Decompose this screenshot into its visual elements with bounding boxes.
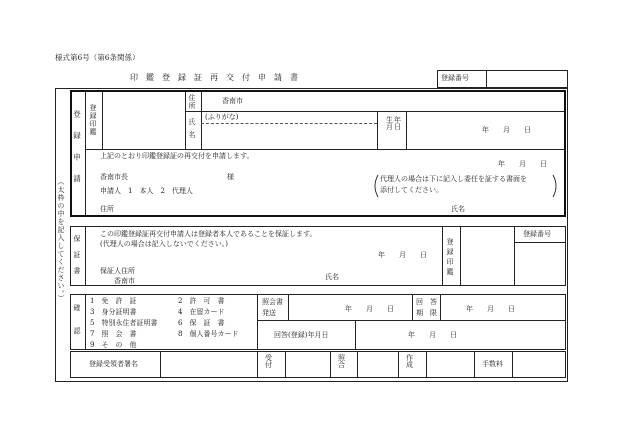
verify-item-6: 6 保 証 書: [178, 319, 225, 327]
application-statement: 上記のとおり印鑑登録証の再交付を申請します。: [100, 152, 254, 160]
reply-label-1: 回 答: [416, 298, 437, 306]
form-number: 様式第6号（第6条関係）: [55, 53, 140, 62]
inquiry-label-1: 照会書: [262, 298, 283, 306]
reg-number-label: 登録番号: [441, 74, 469, 82]
guarantor-name-label: 氏名: [325, 273, 339, 281]
proxy-note-left-bracket: [371, 174, 379, 198]
applicant-section-label: 登録申請: [72, 110, 82, 196]
address-label: 住所: [188, 94, 196, 110]
reception-label: 受付: [265, 354, 273, 369]
proxy-note-line1: 代理人の場合は下に記入し委任を証する書面を: [380, 175, 527, 183]
guarantor-address-label: 保証人住所: [100, 267, 135, 275]
verify-item-8: 8 個人番号カード: [178, 330, 239, 338]
guarantee-seal-label: 登録印鑑: [446, 238, 454, 278]
furigana-label: (ふりがな): [205, 113, 239, 121]
applicant-name-label: 氏名: [451, 205, 465, 213]
verification-section-label: 確認: [73, 304, 81, 350]
verify-item-3: 3 身分証明書: [90, 308, 137, 316]
applicant-type: 申請人 1 本人 2 代理人: [100, 187, 193, 195]
birth-date: 年 月 日: [482, 126, 531, 134]
guarantee-reg-number-label: 登録番号: [523, 230, 551, 238]
reply-label-2: 期 限: [416, 309, 437, 317]
application-date: 年 月 日: [498, 160, 547, 168]
name-label: 氏名: [188, 118, 196, 144]
birth-label: 生年月日: [386, 116, 402, 131]
verify-item-5: 5 特別永住者証明書: [90, 319, 158, 327]
verify-item-1: 1 免 許 証: [90, 297, 137, 305]
form-title: 印 鑑 登 録 証 再 交 付 申 請 書: [130, 73, 298, 82]
mayor-sama: 様: [227, 173, 234, 181]
inquiry-label-2: 発送: [262, 309, 276, 317]
verify-item-7: 7 照 会 書: [90, 330, 137, 338]
inquiry-date: 年 月 日: [345, 305, 394, 313]
reply-deadline: 年 月 日: [466, 305, 515, 313]
reply-received-label: 回答(登録)年月日: [274, 331, 329, 339]
fee-label: 手数料: [482, 360, 503, 368]
creation-label: 作成: [406, 354, 414, 369]
seal-label: 登録印鑑: [89, 104, 97, 136]
verify-item-9: 9 そ の 他: [90, 341, 137, 349]
verify-item-2: 2 許 可 書: [178, 297, 225, 305]
side-note: （太枠の中を記入してください。）: [57, 178, 65, 303]
address-value: 香南市: [222, 97, 243, 105]
guarantee-line1: この印鑑登録証再交付申請人は登録者本人であることを保証します。: [100, 230, 317, 238]
collation-label: 照合: [338, 354, 346, 369]
mayor-label: 香南市長: [100, 173, 128, 181]
guarantor-city: 香南市: [114, 277, 135, 285]
receiver-sign-label: 登録受領者署名: [89, 360, 138, 368]
proxy-note-right-bracket: [552, 174, 560, 198]
guarantee-date: 年 月 日: [378, 251, 427, 259]
guarantee-section-label: 保証書: [73, 235, 81, 283]
guarantee-line2: (代理人の場合は記入しないでください。): [100, 240, 228, 248]
applicant-address-label: 住所: [100, 205, 114, 213]
reply-received-date: 年 月 日: [408, 331, 457, 339]
verify-item-4: 4 在留カード: [178, 308, 225, 316]
proxy-note-line2: 添付してください。: [380, 186, 443, 194]
